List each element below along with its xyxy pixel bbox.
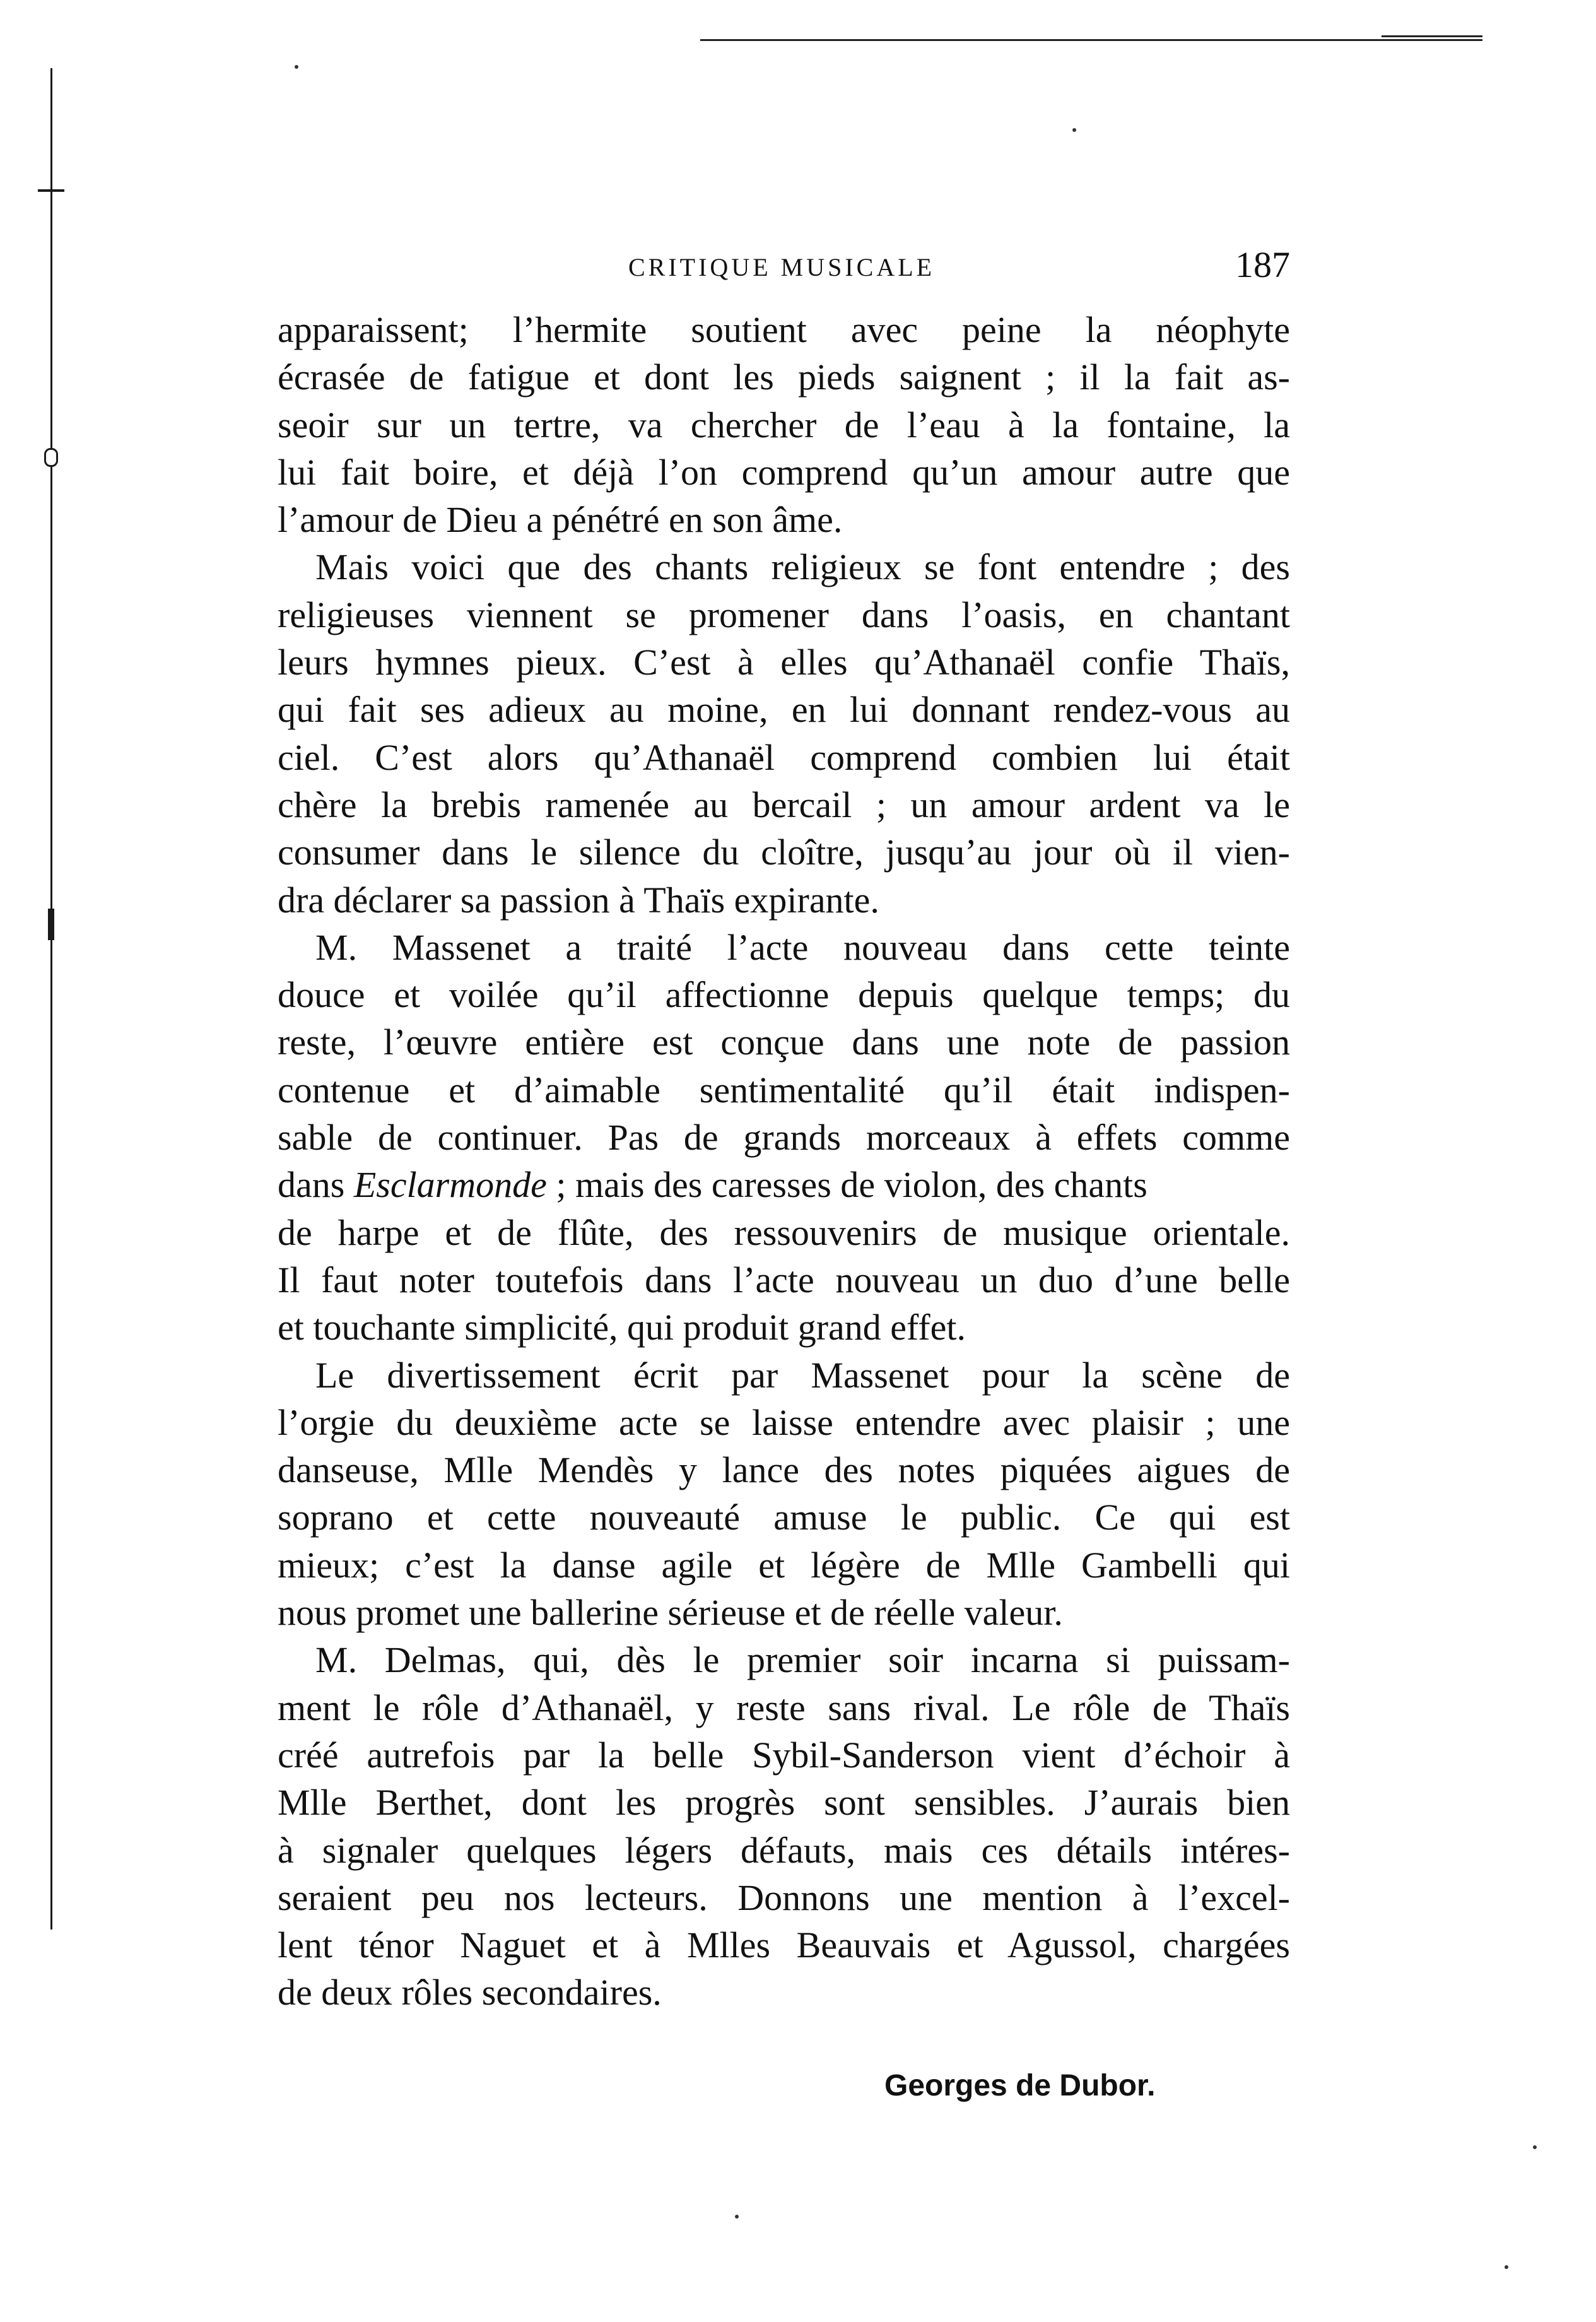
text-line: consumer dans le silence du cloître, jusqu’au jour où il vien- — [278, 832, 1290, 873]
body-text — [278, 306, 1290, 2017]
text-line: de deux rôles secondaires. — [278, 1972, 662, 2013]
text-line-with-title — [278, 1161, 1290, 1208]
text-line: Mais voici que des chants religieux se font entendre ; des — [315, 546, 1290, 588]
text-line: qui fait ses adieux au moine, en lui donnant rendez-vous au — [278, 689, 1290, 731]
running-head: CRITIQUE MUSICALE — [628, 253, 936, 281]
text-line: reste, l’œuvre entière est conçue dans une note de passion — [278, 1022, 1290, 1063]
text-line: ment le rôle d’Athanaël, y reste sans rival. Le rôle de Thaïs — [278, 1687, 1290, 1728]
text-line: religieuses viennent se promener dans l’oasis, en chantant — [278, 594, 1290, 635]
text-line: M. Delmas, qui, dès le premier soir incarna si puissam- — [315, 1639, 1290, 1681]
text-line: ciel. C’est alors qu’Athanaël comprend combien lui était — [278, 736, 1290, 778]
text-line: l’orgie du deuxième acte se laisse entendre avec plaisir ; une — [278, 1401, 1290, 1443]
text-fragment: dans — [278, 1164, 354, 1206]
top-rule — [700, 39, 1482, 41]
text-line: et touchante simplicité, qui produit grand effet. — [278, 1307, 966, 1348]
text-line: de harpe et de flûte, des ressouvenirs de musique orientale. — [278, 1211, 1290, 1253]
text-line: leurs hymnes pieux. C’est à elles qu’Athanaël confie Thaïs, — [278, 642, 1290, 683]
scan-speck — [295, 65, 298, 69]
text-line: seoir sur un tertre, va chercher de l’eau à la fontaine, la — [278, 404, 1290, 445]
text-line: lent ténor Naguet et à Mlles Beauvais et Agussol, chargées — [278, 1924, 1290, 1966]
binding-margin-tick — [38, 189, 64, 192]
text-line: Le divertissement écrit par Massenet pour la scène de — [315, 1354, 1290, 1396]
text-line: soprano et cette nouveauté amuse le public. Ce qui est — [278, 1497, 1290, 1538]
scan-speck — [735, 2215, 739, 2219]
text-line: nous promet une ballerine sérieuse et de réelle valeur. — [278, 1592, 1063, 1634]
work-title: Esclarmonde — [353, 1164, 547, 1206]
text-line: Il faut noter toutefois dans l’acte nouveau un duo d’une belle — [278, 1259, 1290, 1300]
text-line: Mlle Berthet, dont les progrès sont sensibles. J’aurais bien — [278, 1782, 1290, 1824]
text-line: seraient peu nos lecteurs. Donnons une mention à l’excel- — [278, 1877, 1290, 1918]
scan-speck — [1505, 2265, 1508, 2269]
text-line: douce et voilée qu’il affectionne depuis quelque temps; du — [278, 974, 1290, 1016]
text-line: à signaler quelques légers défauts, mais ces détails intéres- — [278, 1829, 1290, 1871]
text-line: contenue et d’aimable sentimentalité qu’il était indispen- — [278, 1069, 1290, 1111]
text-line: dra déclarer sa passion à Thaïs expirante. — [278, 879, 879, 921]
binding-margin-knot — [44, 448, 58, 467]
binding-margin-bar — [48, 909, 54, 940]
scan-speck — [1072, 128, 1076, 132]
text-line: M. Massenet a traité l’acte nouveau dans cette teinte — [315, 926, 1290, 968]
page-number: 187 — [1235, 244, 1290, 285]
text-line: sable de continuer. Pas de grands morceaux à effets comme — [278, 1117, 1290, 1158]
text-line: danseuse, Mlle Mendès y lance des notes piquées aigues de — [278, 1449, 1290, 1491]
scan-speck — [1533, 2145, 1537, 2149]
top-rule-fragment — [1382, 35, 1482, 37]
text-fragment: ; mais des caresses de violon, des chants — [546, 1164, 1147, 1206]
binding-margin-line — [50, 68, 52, 1930]
text-line: écrasée de fatigue et dont les pieds saignent ; il la fait as- — [278, 357, 1290, 398]
page-header — [278, 244, 1290, 298]
author-signature: Georges de Dubor. — [884, 2069, 1156, 2102]
text-line: apparaissent; l’hermite soutient avec peine la néophyte — [278, 309, 1290, 350]
text-line: chère la brebis ramenée au bercail ; un amour ardent va le — [278, 784, 1290, 825]
text-line: créé autrefois par la belle Sybil-Sanderson vient d’échoir à — [278, 1734, 1290, 1776]
text-line: mieux; c’est la danse agile et légère de Mlle Gambelli qui — [278, 1544, 1290, 1586]
text-line: l’amour de Dieu a pénétré en son âme. — [278, 499, 843, 541]
text-line: lui fait boire, et déjà l’on comprend qu’un amour autre que — [278, 451, 1290, 493]
